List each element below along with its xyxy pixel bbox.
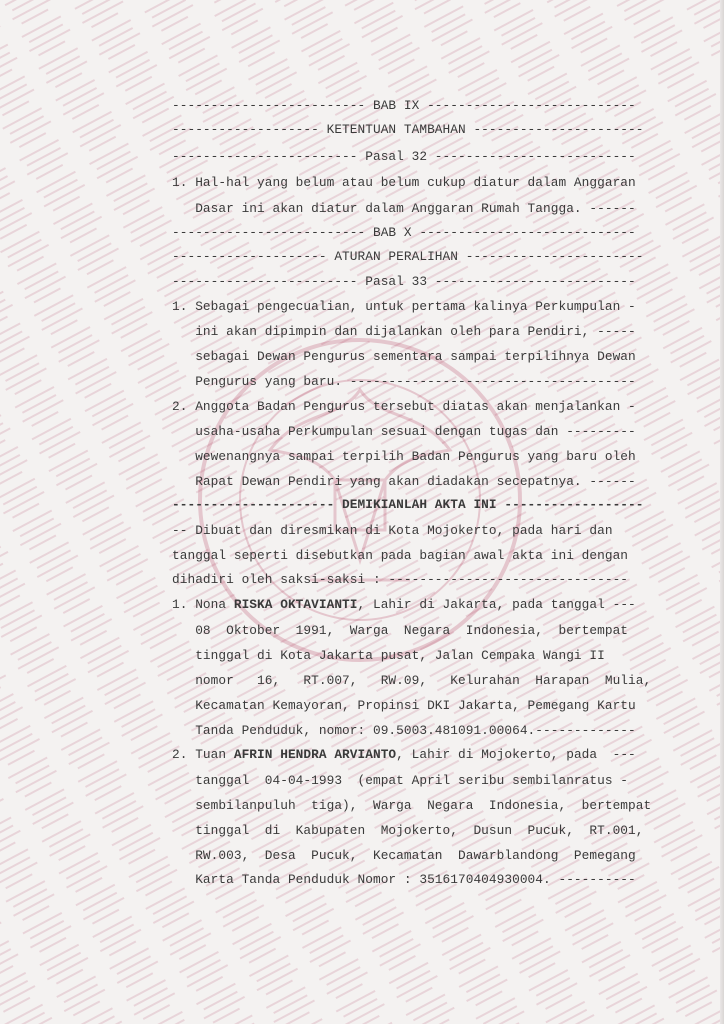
bab-ix-heading: ------------------------- BAB IX --------------------------- bbox=[172, 98, 636, 113]
closing-paragraph-line-1: -- Dibuat dan diresmikan di Kota Mojokerto, pada hari dan bbox=[172, 523, 613, 538]
bab-x-heading: ------------------------- BAB X ---------------------------- bbox=[172, 225, 636, 240]
pasal-32-heading: ------------------------ Pasal 32 -------------------------- bbox=[172, 149, 636, 164]
pasal-32-item-1-line-1: 1. Hal-hal yang belum atau belum cukup diatur dalam Anggaran bbox=[172, 175, 636, 190]
closing-paragraph-line-3: dihadiri oleh saksi-saksi : ------------------------------- bbox=[172, 572, 629, 587]
witness-1-line-6: Tanda Penduduk, nomor: 09.5003.481091.00064.------------- bbox=[172, 723, 636, 738]
ketentuan-tambahan-heading: ------------------- KETENTUAN TAMBAHAN ---------------------- bbox=[172, 122, 644, 137]
witness-name: AFRIN HENDRA ARVIANTO bbox=[233, 747, 397, 762]
pasal-33-item-1-line-3: sebagai Dewan Pengurus sementara sampai terpilihnya Dewan bbox=[172, 349, 636, 364]
demikianlah-akta-heading: --------------------- DEMIKIANLAH AKTA INI ------------------ bbox=[172, 497, 644, 512]
witness-2-line-6: Karta Tanda Penduduk Nomor : 3516170404930004. ---------- bbox=[172, 872, 636, 887]
pasal-33-item-2-line-1: 2. Anggota Badan Pengurus tersebut diatas akan menjalankan - bbox=[172, 399, 636, 414]
aturan-peralihan-heading: -------------------- ATURAN PERALIHAN ----------------------- bbox=[172, 249, 644, 264]
witness-1-line-1: 1. Nona RISKA OKTAVIANTI, Lahir di Jakarta, pada tanggal --- bbox=[172, 597, 636, 612]
scan-edge-shadow bbox=[720, 0, 724, 1024]
witness-1-line-5: Kecamatan Kemayoran, Propinsi DKI Jakarta, Pemegang Kartu bbox=[172, 698, 636, 713]
pasal-33-item-2-line-3: wewenangnya sampai terpilih Badan Pengurus yang baru oleh bbox=[172, 449, 636, 464]
witness-2-line-3: sembilanpuluh tiga), Warga Negara Indonesia, bertempat bbox=[172, 798, 652, 813]
witness-name: RISKA OKTAVIANTI bbox=[233, 597, 358, 612]
witness-2-line-1: 2. Tuan AFRIN HENDRA ARVIANTO, Lahir di Mojokerto, pada --- bbox=[172, 747, 636, 762]
pasal-33-item-1-line-4: Pengurus yang baru. ------------------------------------- bbox=[172, 374, 636, 389]
closing-paragraph-line-2: tanggal seperti disebutkan pada bagian awal akta ini dengan bbox=[172, 548, 629, 563]
witness-1-line-2: 08 Oktober 1991, Warga Negara Indonesia, bertempat bbox=[172, 623, 629, 638]
pasal-33-item-1-line-2: ini akan dipimpin dan dijalankan oleh para Pendiri, ----- bbox=[172, 324, 636, 339]
witness-1-line-4: nomor 16, RT.007, RW.09, Kelurahan Harapan Mulia, bbox=[172, 673, 652, 688]
witness-1-line-3: tinggal di Kota Jakarta pusat, Jalan Cempaka Wangi II bbox=[172, 648, 605, 663]
witness-2-line-2: tanggal 04-04-1993 (empat April seribu sembilanratus - bbox=[172, 773, 629, 788]
pasal-33-heading: ------------------------ Pasal 33 -------------------------- bbox=[172, 274, 636, 289]
pasal-33-item-2-line-4: Rapat Dewan Pendiri yang akan diadakan secepatnya. ------ bbox=[172, 474, 636, 489]
pasal-33-item-2-line-2: usaha-usaha Perkumpulan sesuai dengan tugas dan --------- bbox=[172, 424, 636, 439]
pasal-33-item-1-line-1: 1. Sebagai pengecualian, untuk pertama kalinya Perkumpulan - bbox=[172, 299, 636, 314]
witness-2-line-5: RW.003, Desa Pucuk, Kecamatan Dawarblandong Pemegang bbox=[172, 848, 636, 863]
pasal-32-item-1-line-2: Dasar ini akan diatur dalam Anggaran Rumah Tangga. ------ bbox=[172, 201, 636, 216]
witness-2-line-4: tinggal di Kabupaten Mojokerto, Dusun Pucuk, RT.001, bbox=[172, 823, 644, 838]
